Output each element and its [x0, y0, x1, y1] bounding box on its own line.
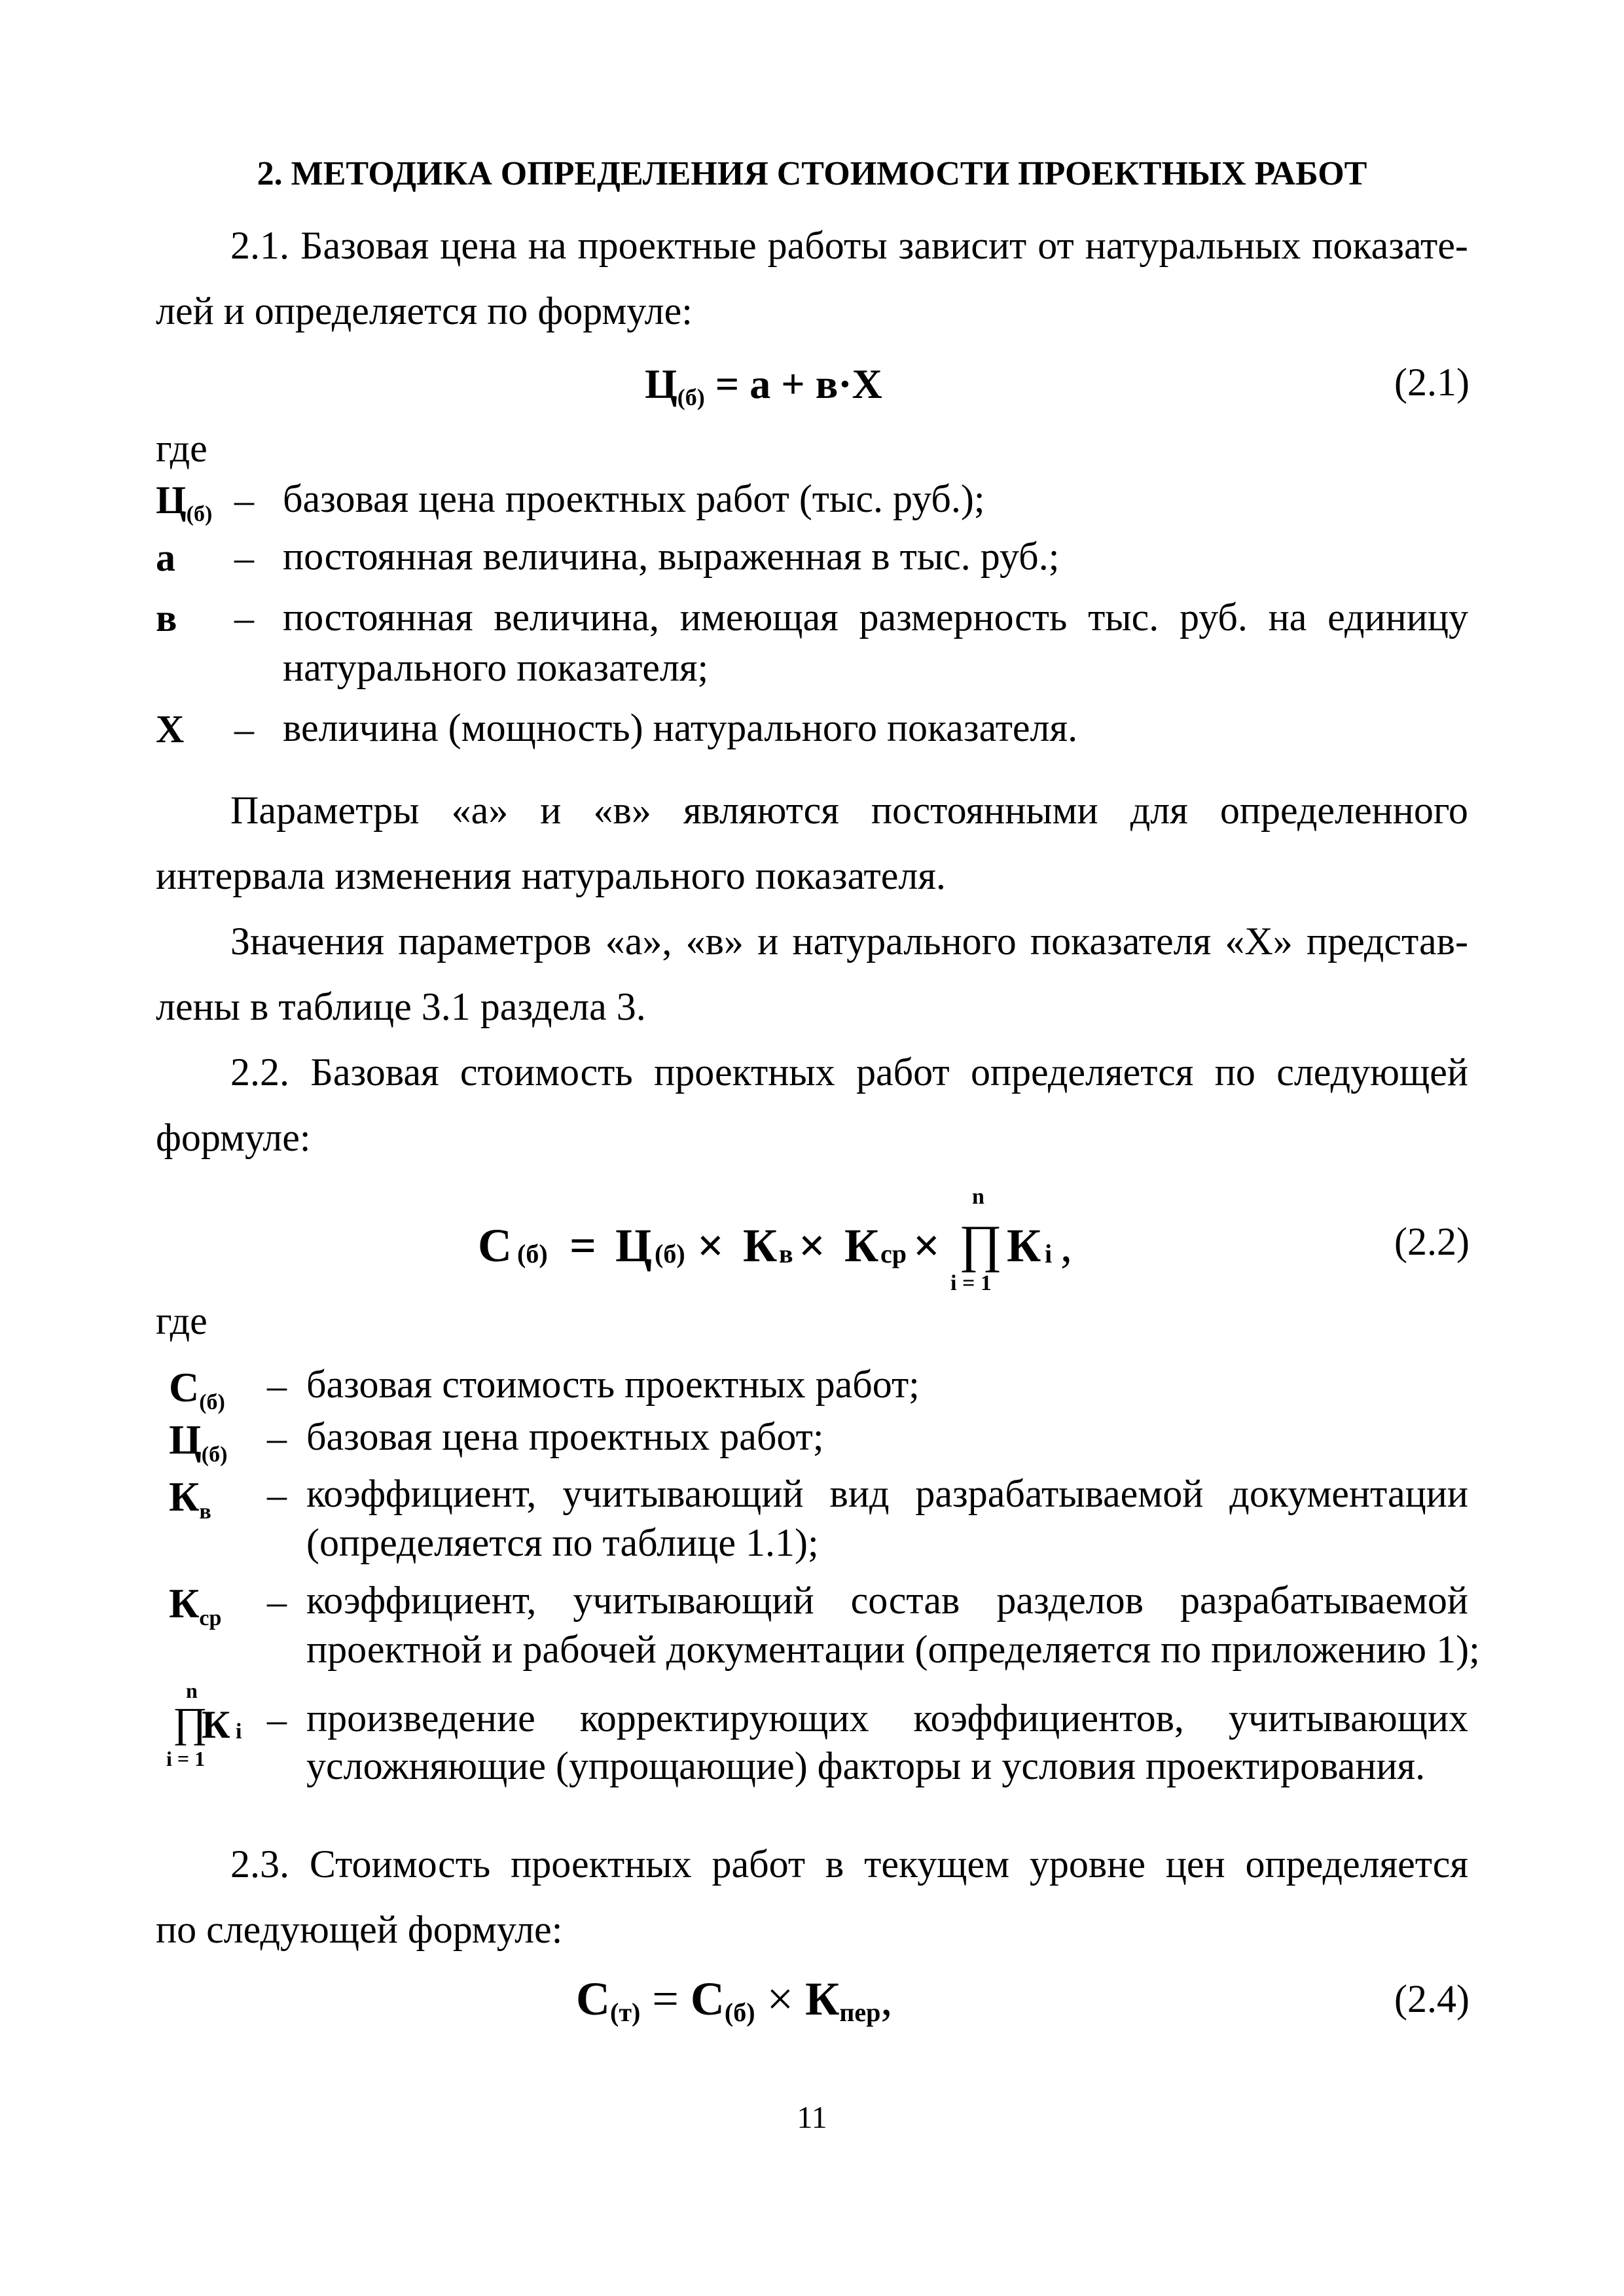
def-dash: – [234, 708, 254, 751]
word: определенного [1219, 789, 1468, 832]
word: 2.2. [230, 1050, 289, 1094]
word: определяется [970, 1050, 1194, 1094]
word: постоянными [871, 789, 1098, 832]
word: натуральных [1085, 224, 1301, 267]
def-symbol-kv: $К_в$ [169, 1473, 211, 1524]
formula-operator: × [697, 1219, 725, 1272]
formula-symbol: К [1007, 1219, 1041, 1272]
word: натурального [792, 920, 1017, 963]
word: имеющая [679, 596, 839, 639]
word: от [1038, 224, 1074, 267]
word: для [1130, 789, 1188, 832]
formula-subscript: (б) [655, 1239, 685, 1268]
word: 2.1. [230, 224, 289, 267]
word: и [757, 920, 779, 963]
formula-2-1 [645, 360, 882, 411]
word: Базовая [310, 1050, 439, 1094]
def-dash: – [267, 1698, 287, 1741]
word: работы [767, 224, 888, 267]
word: по [1214, 1050, 1255, 1094]
formula-symbol: С [478, 1219, 512, 1272]
def-text-ksr-line2: проектной и рабочей документации (определяется по приложению 1); [306, 1628, 1480, 1671]
word: цен [1165, 1842, 1225, 1886]
formula-symbol: С [690, 1973, 725, 2025]
word: коэффициент, [306, 1472, 537, 1515]
word: Параметры [230, 789, 420, 832]
def-text-v-line2: натурального показателя; [283, 646, 709, 689]
formula-symbol: С [576, 1973, 610, 2025]
word: и [540, 789, 562, 832]
def-symbol-price: $Ц_{(б)}$ [156, 478, 213, 526]
def-text-v-line1 [283, 594, 1468, 640]
formula-subscript: (б) [677, 384, 705, 410]
word: «а», [605, 920, 672, 963]
def-symbol-x: Х [156, 708, 185, 751]
word: корректирующих [579, 1696, 869, 1740]
word: являются [683, 789, 839, 832]
formula-operator: × [799, 1219, 826, 1272]
where-label-1: где [156, 427, 208, 470]
where-label-2: где [156, 1299, 208, 1342]
paragraph-2-2-line1 [230, 1049, 1468, 1095]
word: коэффициент, [306, 1579, 537, 1622]
def-dash: – [267, 1416, 287, 1460]
def-symbol-base-cost: $С_{(б)}$ [169, 1364, 225, 1414]
word: на [528, 224, 567, 267]
word: текущем [864, 1842, 1010, 1886]
formula-operator: × [755, 1973, 806, 2025]
def-symbol-product [165, 1679, 263, 1777]
word: в [825, 1842, 844, 1886]
word: учитывающий [573, 1579, 814, 1622]
formula-subscript: пер [839, 1998, 881, 2027]
def-text-x: величина (мощность) натурального показателя. [283, 706, 1078, 749]
formula-subscript: (б) [724, 1998, 755, 2027]
def-text-kv-line2: (определяется по таблице 1.1); [306, 1521, 819, 1564]
def-dash: – [267, 1473, 287, 1516]
formula-symbol: К [743, 1219, 778, 1272]
word: состав [850, 1579, 960, 1622]
formula-2-4 [576, 1972, 892, 2028]
product-factor-symbol: К [202, 1703, 230, 1746]
def-text-a: постоянная величина, выраженная в тыс. руб.; [283, 535, 1060, 578]
paragraph-2-3-line2: по следующей формуле: [156, 1908, 563, 1951]
word: «в» [685, 920, 744, 963]
word: представ- [1306, 920, 1468, 963]
word: показателя [1030, 920, 1212, 963]
word: проектных [511, 1842, 692, 1886]
paragraph-params-line2: интервала изменения натурального показателя. [156, 854, 946, 897]
formula-subscript: ср [880, 1239, 907, 1268]
product-symbol: ∏ [959, 1215, 1002, 1273]
section-heading: 2. МЕТОДИКА ОПРЕДЕЛЕНИЯ СТОИМОСТИ ПРОЕКТНЫХ РАБОТ [257, 155, 1367, 192]
formula-subscript: (б) [517, 1239, 548, 1268]
formula-subscript: (т) [610, 1998, 641, 2027]
paragraph-values-line2: лены в таблице 3.1 раздела 3. [156, 985, 646, 1028]
def-dash: – [234, 536, 254, 579]
word: тыс. [1088, 596, 1159, 639]
product-upper-limit: n [186, 1679, 198, 1702]
formula-subscript: в [779, 1239, 793, 1268]
paragraph-params-line1 [230, 787, 1468, 833]
def-text-kv-line1 [306, 1471, 1468, 1516]
word: проектных [654, 1050, 835, 1094]
formula-punctuation: , [1060, 1219, 1072, 1272]
paragraph-2-1-line2: лей и определяется по формуле: [156, 289, 693, 332]
def-symbol-ksr: $К_{ср}$ [169, 1580, 222, 1630]
word: уровне [1029, 1842, 1146, 1886]
def-text-product-line1 [306, 1695, 1468, 1741]
word: единицу [1327, 596, 1468, 639]
page-number: 11 [797, 2100, 827, 2135]
word: размерность [859, 596, 1068, 639]
paragraph-2-3-line1 [230, 1841, 1468, 1887]
word: следующей [1276, 1050, 1468, 1094]
formula-subscript: i [1045, 1239, 1053, 1268]
word: Стоимость [309, 1842, 491, 1886]
product-lower-limit: i = 1 [166, 1747, 206, 1770]
word: разделов [996, 1579, 1144, 1622]
word: учитывающий [562, 1472, 804, 1515]
word: «Х» [1225, 920, 1293, 963]
def-text-ksr-line1 [306, 1577, 1468, 1623]
word: Базовая [300, 224, 429, 267]
formula-symbol: К [844, 1219, 879, 1272]
word: Значения [230, 920, 385, 963]
def-dash: – [234, 478, 254, 522]
word: разрабатываемой [915, 1472, 1204, 1515]
formula-punctuation: , [880, 1973, 893, 2025]
paragraph-2-1-line1 [230, 223, 1468, 268]
def-symbol-a: а [156, 536, 175, 579]
word: показате- [1312, 224, 1468, 267]
formula-expression: = а + в·Х [704, 361, 882, 407]
def-text-price: базовая цена проектных работ (тыс. руб.); [283, 477, 985, 520]
def-text-base-price: базовая цена проектных работ; [306, 1415, 824, 1458]
word: цена [440, 224, 517, 267]
word: произведение [306, 1696, 535, 1740]
formula-operator: × [913, 1219, 941, 1272]
product-lower-limit: i = 1 [950, 1271, 992, 1295]
word: документации [1229, 1472, 1468, 1515]
word: «в» [593, 789, 651, 832]
formula-symbol: Ц [615, 1219, 653, 1272]
paragraph-values-line1 [230, 918, 1468, 964]
word: работ [856, 1050, 950, 1094]
word: 2.3. [230, 1842, 289, 1886]
word: стоимость [460, 1050, 633, 1094]
word: определяется [1245, 1842, 1468, 1886]
product-factor-subscript: i [236, 1719, 242, 1744]
formula-symbol: К [805, 1973, 840, 2025]
word: величина, [494, 596, 659, 639]
equation-number-2-1: (2.1) [1394, 361, 1470, 404]
def-dash: – [267, 1580, 287, 1623]
word: вид [829, 1472, 890, 1515]
word: разрабатываемой [1180, 1579, 1468, 1622]
def-symbol-v: в [156, 596, 177, 639]
paragraph-2-2-line2: формуле: [156, 1116, 311, 1159]
word: «а» [451, 789, 509, 832]
word: постоянная [283, 596, 473, 639]
word: руб. [1179, 596, 1248, 639]
word: проектные [577, 224, 757, 267]
word: параметров [398, 920, 592, 963]
word: на [1268, 596, 1307, 639]
product-symbol: ∏ [173, 1699, 208, 1746]
equation-number-2-2: (2.2) [1394, 1220, 1470, 1263]
formula-symbol: Ц [645, 361, 677, 407]
equation-number-2-4: (2.4) [1394, 1977, 1470, 2020]
def-text-product-line2: усложняющие (упрощающие) факторы и условия проектирования. [306, 1744, 1426, 1787]
word: работ [712, 1842, 806, 1886]
formula-operator: = [640, 1973, 691, 2025]
word: зависит [898, 224, 1027, 267]
formula-2-2 [478, 1185, 1165, 1302]
word: коэффициентов, [913, 1696, 1184, 1740]
word: учитывающих [1228, 1696, 1468, 1740]
def-text-base-cost: базовая стоимость проектных работ; [306, 1363, 920, 1406]
product-upper-limit: n [972, 1185, 984, 1209]
def-dash: – [267, 1364, 287, 1407]
def-dash: – [234, 596, 254, 639]
def-symbol-base-price: $Ц_{(б)}$ [169, 1416, 228, 1467]
formula-operator: = [569, 1219, 597, 1272]
